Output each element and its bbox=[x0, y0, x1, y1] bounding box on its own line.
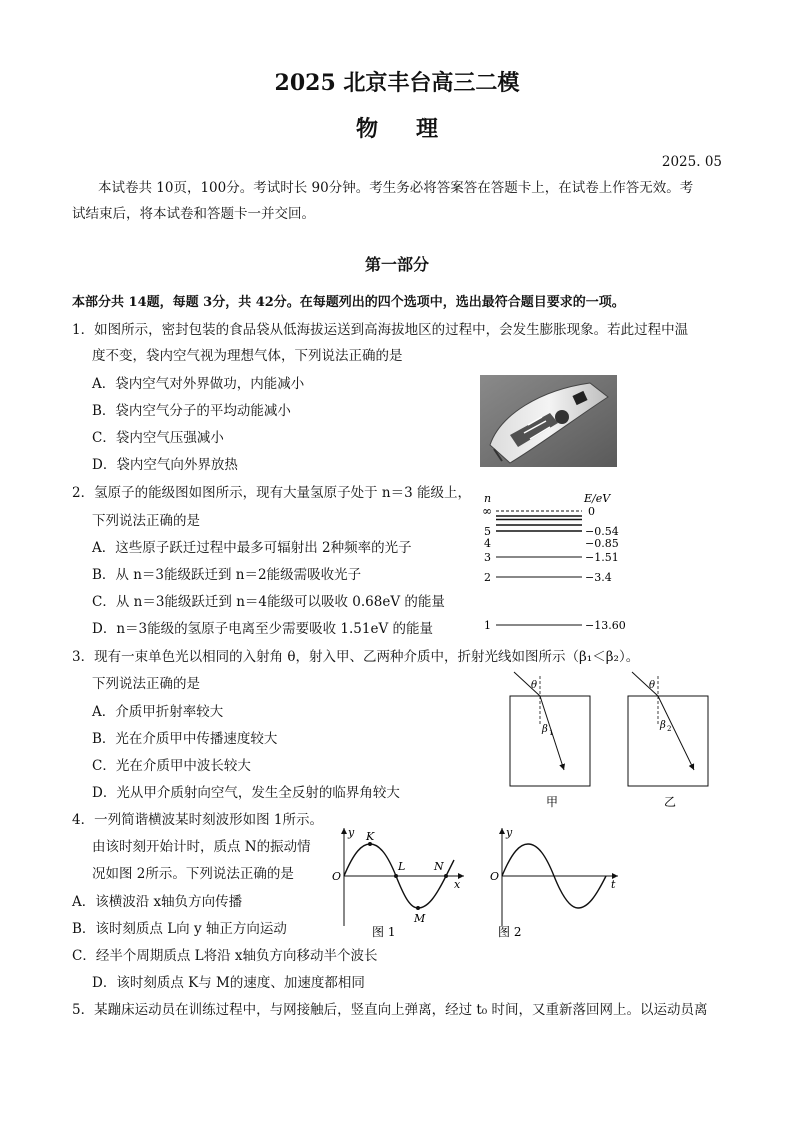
level-n-5: 5 bbox=[484, 525, 491, 538]
beta2-label: β bbox=[660, 720, 666, 731]
medium-b-label: 乙 bbox=[664, 795, 677, 809]
beta1-label: β bbox=[542, 724, 548, 735]
q3-option-b: B．光在介质甲中传播速度较大 bbox=[92, 731, 278, 747]
figure-1-caption: 图 1 bbox=[372, 925, 396, 939]
x-label-1: x bbox=[454, 878, 461, 891]
wave-figure-1 bbox=[322, 822, 472, 940]
q2-option-d: D．n＝3能级的氢原子电离至少需要吸收 1.51eV 的能量 bbox=[92, 621, 433, 637]
page-title: 2025 北京丰台高三二模 bbox=[274, 70, 520, 96]
vibration-figure-2 bbox=[484, 822, 624, 940]
q4-stem-line2: 由该时刻开始计时，质点 N的振动情 bbox=[92, 839, 311, 855]
q2-stem-line1: 2．氢原子的能级图如图所示，现有大量氢原子处于 n＝3 能级上， bbox=[72, 485, 471, 501]
level-n-3: 3 bbox=[484, 551, 491, 564]
q2-option-a: A．这些原子跃迁过程中最多可辐射出 2种频率的光子 bbox=[92, 540, 412, 556]
exam-date: 2025. 05 bbox=[661, 154, 722, 170]
level-e-2: −3.4 bbox=[585, 571, 612, 584]
level-n-inf: ∞ bbox=[482, 504, 492, 518]
q3-option-a: A．介质甲折射率较大 bbox=[92, 704, 224, 720]
t-label-2: t bbox=[611, 878, 616, 891]
level-e-inf: 0 bbox=[588, 505, 595, 518]
beta2-subscript: 2 bbox=[667, 725, 672, 733]
point-l-label: L bbox=[398, 860, 406, 873]
origin-label-1: O bbox=[332, 870, 342, 883]
q4-option-d: D．该时刻质点 K与 M的速度、加速度都相同 bbox=[92, 975, 365, 991]
point-n bbox=[444, 874, 448, 878]
q1-option-c: C．袋内空气压强减小 bbox=[92, 430, 224, 446]
q1-option-b: B．袋内空气分子的平均动能减小 bbox=[92, 403, 291, 419]
energy-axis-label: E/eV bbox=[584, 492, 611, 505]
n-axis-label: n bbox=[484, 492, 492, 505]
medium-a-box bbox=[510, 696, 590, 786]
medium-b-box bbox=[628, 696, 708, 786]
theta-label-a: θ bbox=[531, 680, 538, 691]
level-n-1: 1 bbox=[484, 619, 491, 632]
level-e-3: −1.51 bbox=[585, 551, 619, 564]
q5-stem-line1: 5．某蹦床运动员在训练过程中，与网接触后，竖直向上弹离，经过 t₀ 时间，又重新落回网上。以运动员离 bbox=[72, 1002, 708, 1018]
point-m bbox=[416, 906, 420, 910]
level-e-1: −13.60 bbox=[585, 619, 626, 632]
q4-stem-line1: 4．一列简谐横波某时刻波形如图 1所示。 bbox=[72, 812, 323, 828]
section-title: 第一部分 bbox=[364, 255, 429, 274]
energy-level-diagram bbox=[478, 488, 628, 638]
level-n-2: 2 bbox=[484, 571, 491, 584]
q4-option-b: B．该时刻质点 L向 y 轴正方向运动 bbox=[72, 921, 287, 937]
q3-stem-line2: 下列说法正确的是 bbox=[92, 676, 200, 692]
origin-label-2: O bbox=[490, 870, 500, 883]
level-e-5: −0.54 bbox=[585, 525, 619, 538]
point-m-label: M bbox=[414, 912, 426, 925]
q2-option-c: C．从 n＝3能级跃迁到 n＝4能级可以吸收 0.68eV 的能量 bbox=[92, 594, 445, 610]
level-e-4: −0.85 bbox=[585, 537, 619, 550]
theta-label-b: θ bbox=[649, 680, 656, 691]
q1-option-a: A．袋内空气对外界做功，内能减小 bbox=[92, 376, 305, 392]
q2-stem-line2: 下列说法正确的是 bbox=[92, 513, 200, 529]
point-k-label: K bbox=[366, 830, 375, 843]
q3-option-c: C．光在介质甲中波长较大 bbox=[92, 758, 251, 774]
intro-line-2: 试结束后，将本试卷和答题卡一并交回。 bbox=[72, 206, 315, 222]
q1-option-d: D．袋内空气向外界放热 bbox=[92, 457, 238, 473]
level-n-4: 4 bbox=[484, 537, 491, 550]
q3-stem-line1: 3．现有一束单色光以相同的入射角 θ，射入甲、乙两种介质中，折射光线如图所示（β₁＜β₂）。 bbox=[72, 649, 640, 665]
q1-stem-line1: 1．如图所示，密封包装的食品袋从低海拔运送到高海拔地区的过程中，会发生膨胀现象。若此过程中温 bbox=[72, 322, 689, 338]
q4-stem-line3: 况如图 2所示。下列说法正确的是 bbox=[92, 866, 294, 882]
q4-option-a: A．该横波沿 x轴负方向传播 bbox=[72, 894, 243, 910]
subject-title: 物理 bbox=[355, 116, 476, 142]
q3-option-d: D．光从甲介质射向空气，发生全反射的临界角较大 bbox=[92, 785, 400, 801]
medium-a-label: 甲 bbox=[546, 795, 559, 809]
y-label-1: y bbox=[348, 826, 355, 839]
point-n-label: N bbox=[434, 860, 444, 873]
figure-2-caption: 图 2 bbox=[498, 925, 522, 939]
q2-option-b: B．从 n＝3能级跃迁到 n＝2能级需吸收光子 bbox=[92, 567, 362, 583]
intro-line-1: 本试卷共 10页，100分。考试时长 90分钟。考生务必将答案答在答题卡上，在试卷上作答无效。考 bbox=[98, 180, 694, 196]
q1-stem-line2: 度不变，袋内空气视为理想气体，下列说法正确的是 bbox=[92, 348, 403, 364]
point-l bbox=[394, 874, 398, 878]
refraction-diagram bbox=[498, 666, 718, 814]
section-instructions: 本部分共 14题，每题 3分，共 42分。在每题列出的四个选项中，选出最符合题目要求的一项。 bbox=[72, 295, 625, 310]
food-bag-photo bbox=[480, 375, 617, 467]
refracted-ray-b bbox=[658, 696, 694, 770]
beta1-subscript: 1 bbox=[549, 729, 554, 737]
q4-option-c: C．经半个周期质点 L将沿 x轴负方向移动半个波长 bbox=[72, 948, 378, 964]
y-label-2: y bbox=[506, 826, 513, 839]
